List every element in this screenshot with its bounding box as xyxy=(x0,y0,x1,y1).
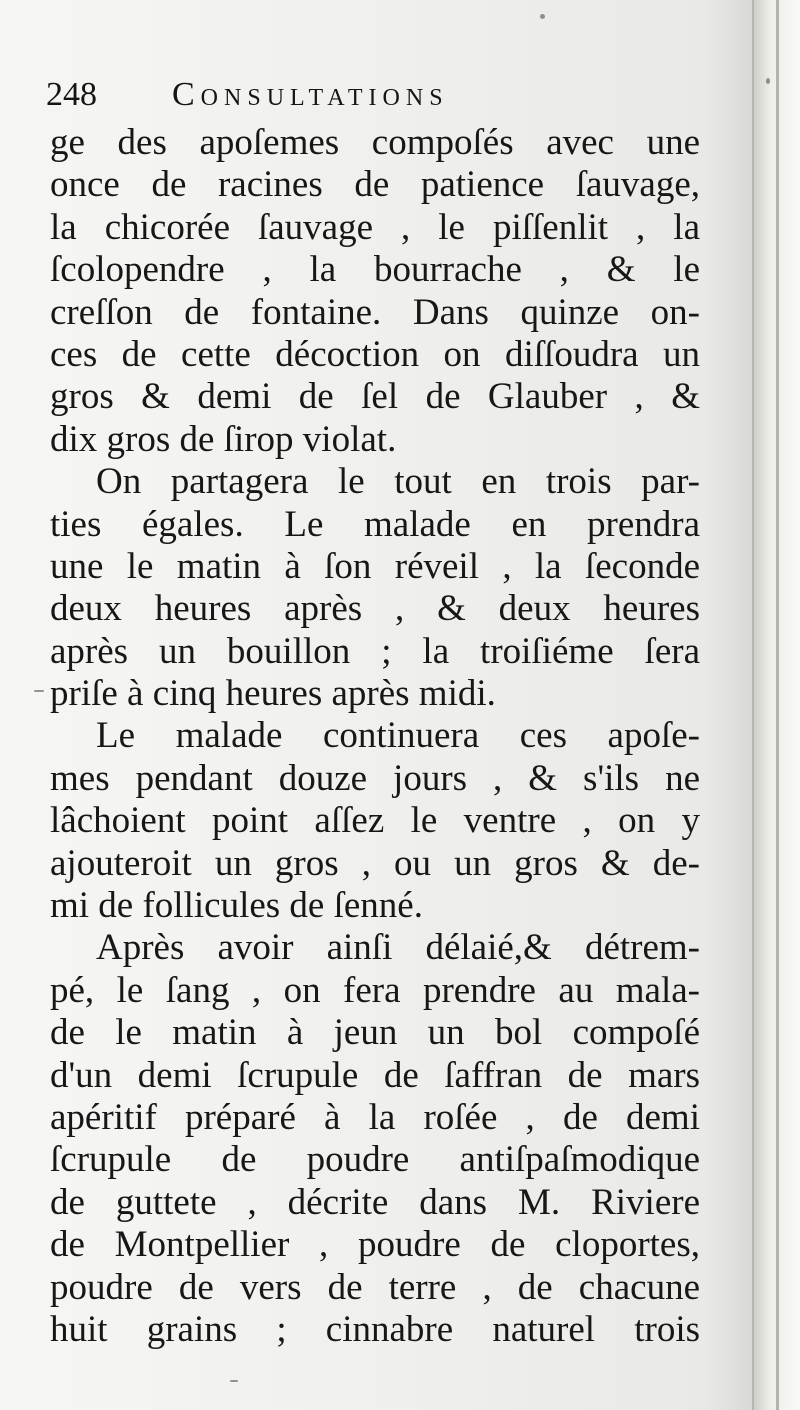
text-line: de Montpellier , poudre de cloportes, xyxy=(50,1224,700,1266)
text-line: creſſon de fontaine. Dans quinze on- xyxy=(50,291,700,333)
text-line: once de racines de patience ſauvage, xyxy=(50,164,700,206)
ink-speck xyxy=(540,14,545,19)
text-line: huit grains ; cinnabre naturel trois xyxy=(50,1308,700,1350)
text-line: de guttete , décrite dans M. Riviere xyxy=(50,1181,700,1223)
page-header xyxy=(46,70,686,120)
text-line: une le matin à ſon réveil , la ſeconde xyxy=(50,545,700,587)
text-line: apéritif préparé à la roſée , de demi xyxy=(50,1096,700,1138)
body-text xyxy=(50,122,700,1351)
text-line: gros & demi de ſel de Glauber , & xyxy=(50,376,700,418)
text-line: la chicorée ſauvage , le piſſenlit , la xyxy=(50,206,700,248)
text-line: pé, le ſang , on fera prendre au mala- xyxy=(50,969,700,1011)
text-line: mes pendant douze jours , & s'ils ne xyxy=(50,757,700,799)
text-line: ſcolopendre , la bourrache , & le xyxy=(50,249,700,291)
paragraph-start-line: On partagera le tout en trois par- xyxy=(96,461,700,503)
text-line: ces de cette décoction on diſſoudra un xyxy=(50,333,700,375)
page-number: 248 xyxy=(46,76,97,113)
ink-speck xyxy=(34,690,44,692)
text-line: ge des apoſemes compoſés avec une xyxy=(50,122,700,163)
text-line: d'un demi ſcrupule de ſaffran de mars xyxy=(50,1054,700,1096)
ink-speck xyxy=(766,78,770,84)
text-line: mi de follicules de ſenné. xyxy=(50,885,423,927)
text-line: dix gros de ſirop violat. xyxy=(50,418,397,460)
text-line: priſe à cinq heures après midi. xyxy=(50,673,496,715)
text-line: lâchoient point aſſez le ventre , on y xyxy=(50,800,700,842)
text-line: après un bouillon ; la troiſiéme ſera xyxy=(50,630,700,672)
text-line: ſcrupule de poudre antiſpaſmodique xyxy=(50,1139,700,1181)
ink-speck xyxy=(230,1380,238,1382)
text-line: poudre de vers de terre , de chacune xyxy=(50,1266,700,1308)
text-line: de le matin à jeun un bol compoſé xyxy=(50,1012,700,1054)
text-line: ties égales. Le malade en prendra xyxy=(50,503,700,545)
paragraph-start-line: Après avoir ainſi délaié,& détrem- xyxy=(96,927,700,969)
text-line: ajouteroit un gros , ou un gros & de- xyxy=(50,842,700,884)
paragraph-start-line: Le malade continuera ces apoſe- xyxy=(96,715,700,757)
running-head: Consultations xyxy=(172,76,449,113)
text-line: deux heures après , & deux heures xyxy=(50,588,700,630)
page-fold xyxy=(776,0,779,1410)
